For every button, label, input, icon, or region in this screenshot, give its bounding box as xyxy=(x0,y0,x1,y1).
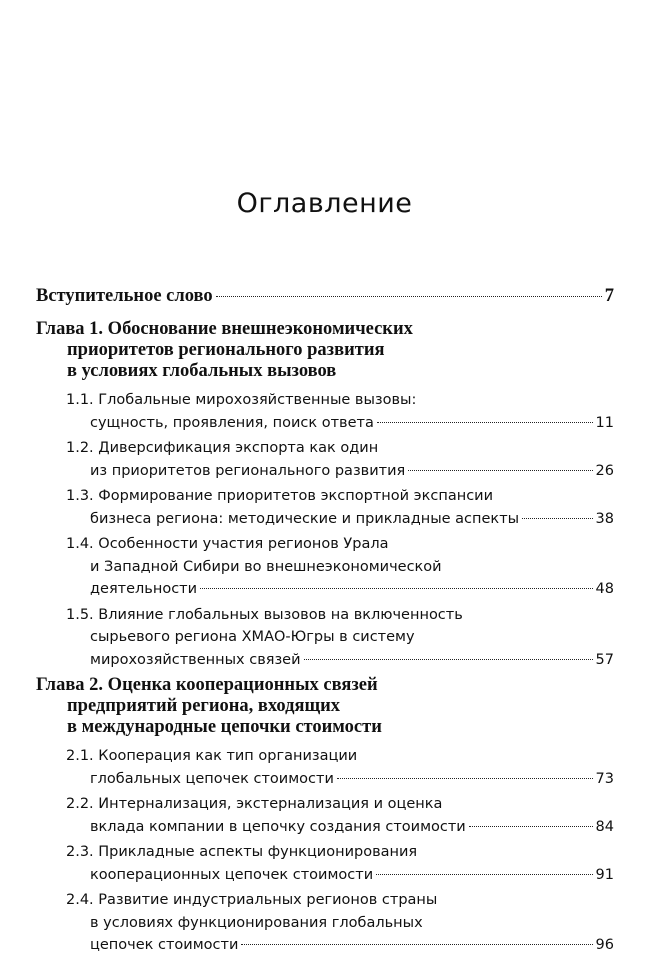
toc-entry-intro[interactable] xyxy=(36,285,614,307)
chapter-heading-line: Глава 2. Оценка кооперационных связей xyxy=(36,675,378,695)
toc-page-number: 96 xyxy=(595,937,614,953)
chapter-heading-line: Глава 1. Обоснование внешнеэкономических xyxy=(36,319,413,339)
toc-entry-section[interactable] xyxy=(36,533,614,601)
section-title-line: 2.4. Развитие индустриальных регионов страны xyxy=(66,892,438,908)
section-title-line: цепочек стоимости xyxy=(90,937,239,953)
dot-leader xyxy=(469,826,593,827)
section-title-line: и Западной Сибири во внешнеэкономической xyxy=(90,558,442,575)
toc-entry-section[interactable] xyxy=(36,889,614,957)
section-title-row xyxy=(66,649,614,672)
toc-page-number: 57 xyxy=(595,651,614,668)
toc-entry-section[interactable] xyxy=(36,437,614,482)
table-of-contents xyxy=(36,285,614,961)
toc-page-number: 73 xyxy=(595,770,614,787)
toc-entry-section[interactable] xyxy=(36,745,614,790)
toc-page-number: 26 xyxy=(595,462,614,479)
section-title-row xyxy=(66,508,614,531)
section-title-row xyxy=(66,768,614,791)
toc-page-number: 91 xyxy=(595,866,614,883)
toc-page-number: 11 xyxy=(595,414,614,431)
dot-leader xyxy=(337,778,593,779)
dot-leader xyxy=(377,422,593,423)
section-title-line: глобальных цепочек стоимости xyxy=(90,770,334,787)
dot-leader xyxy=(216,296,602,297)
section-title-line: 2.1. Кооперация как тип организации xyxy=(66,748,358,764)
dot-leader xyxy=(200,588,593,589)
toc-entry-label: Вступительное слово xyxy=(36,286,213,306)
dot-leader xyxy=(522,518,592,519)
section-title-row xyxy=(66,412,614,435)
toc-entry-section[interactable] xyxy=(36,604,614,672)
section-title-line: бизнеса региона: методические и прикладные аспекты xyxy=(90,510,520,527)
toc-page-number: 38 xyxy=(595,510,614,527)
toc-entry-section[interactable] xyxy=(36,485,614,530)
section-title-line: 1.4. Особенности участия регионов Урала xyxy=(66,536,389,552)
section-title-line: 1.3. Формирование приоритетов экспортной экспансии xyxy=(66,488,494,504)
chapter-heading[interactable] xyxy=(36,675,614,738)
section-title-line: сущность, проявления, поиск ответа xyxy=(90,414,374,431)
section-title-line: в условиях функционирования глобальных xyxy=(90,914,423,931)
section-title-row xyxy=(66,578,614,601)
page-title: Оглавление xyxy=(236,188,413,220)
section-title-line: 2.3. Прикладные аспекты функционирования xyxy=(66,844,418,860)
section-title-line: сырьевого региона ХМАО-Югры в систему xyxy=(90,629,415,645)
chapters-list xyxy=(36,319,614,957)
section-title-line: мирохозяйственных связей xyxy=(90,651,301,668)
section-title-line: 1.5. Влияние глобальных вызовов на включенность xyxy=(66,606,463,623)
chapter-heading-line: в международные цепочки стоимости xyxy=(67,717,382,737)
section-title-row xyxy=(66,934,614,957)
dot-leader xyxy=(241,944,592,945)
section-title-line: деятельности xyxy=(90,581,198,597)
section-title-line: кооперационных цепочек стоимости xyxy=(90,866,374,883)
dot-leader xyxy=(408,470,592,471)
chapter-heading-line: в условиях глобальных вызовов xyxy=(67,361,337,381)
toc-entry-section[interactable] xyxy=(36,793,614,838)
section-title-line: 2.2. Интернализация, экстернализация и оценка xyxy=(66,796,443,812)
section-title-row xyxy=(66,460,614,483)
chapter-heading[interactable] xyxy=(36,319,614,382)
dot-leader xyxy=(376,874,592,875)
section-title-row xyxy=(66,816,614,839)
toc-page-number: 48 xyxy=(595,581,614,597)
section-title-line: 1.2. Диверсификация экспорта как один xyxy=(66,440,379,456)
toc-entry-section[interactable] xyxy=(36,841,614,886)
toc-page-number: 7 xyxy=(604,286,614,306)
chapter-block xyxy=(36,675,614,957)
chapter-heading-line: предприятий региона, входящих xyxy=(67,696,341,716)
chapter-heading-line: приоритетов регионального развития xyxy=(67,340,385,360)
section-title-line: вклада компании в цепочку создания стоимости xyxy=(90,818,466,835)
toc-page-number: 84 xyxy=(595,818,614,835)
toc-entry-section[interactable] xyxy=(36,389,614,434)
section-title-row xyxy=(66,864,614,887)
section-title-line: 1.1. Глобальные мирохозяйственные вызовы: xyxy=(66,392,417,408)
section-title-line: из приоритетов регионального развития xyxy=(90,462,406,479)
chapter-block xyxy=(36,319,614,671)
dot-leader xyxy=(304,659,593,660)
